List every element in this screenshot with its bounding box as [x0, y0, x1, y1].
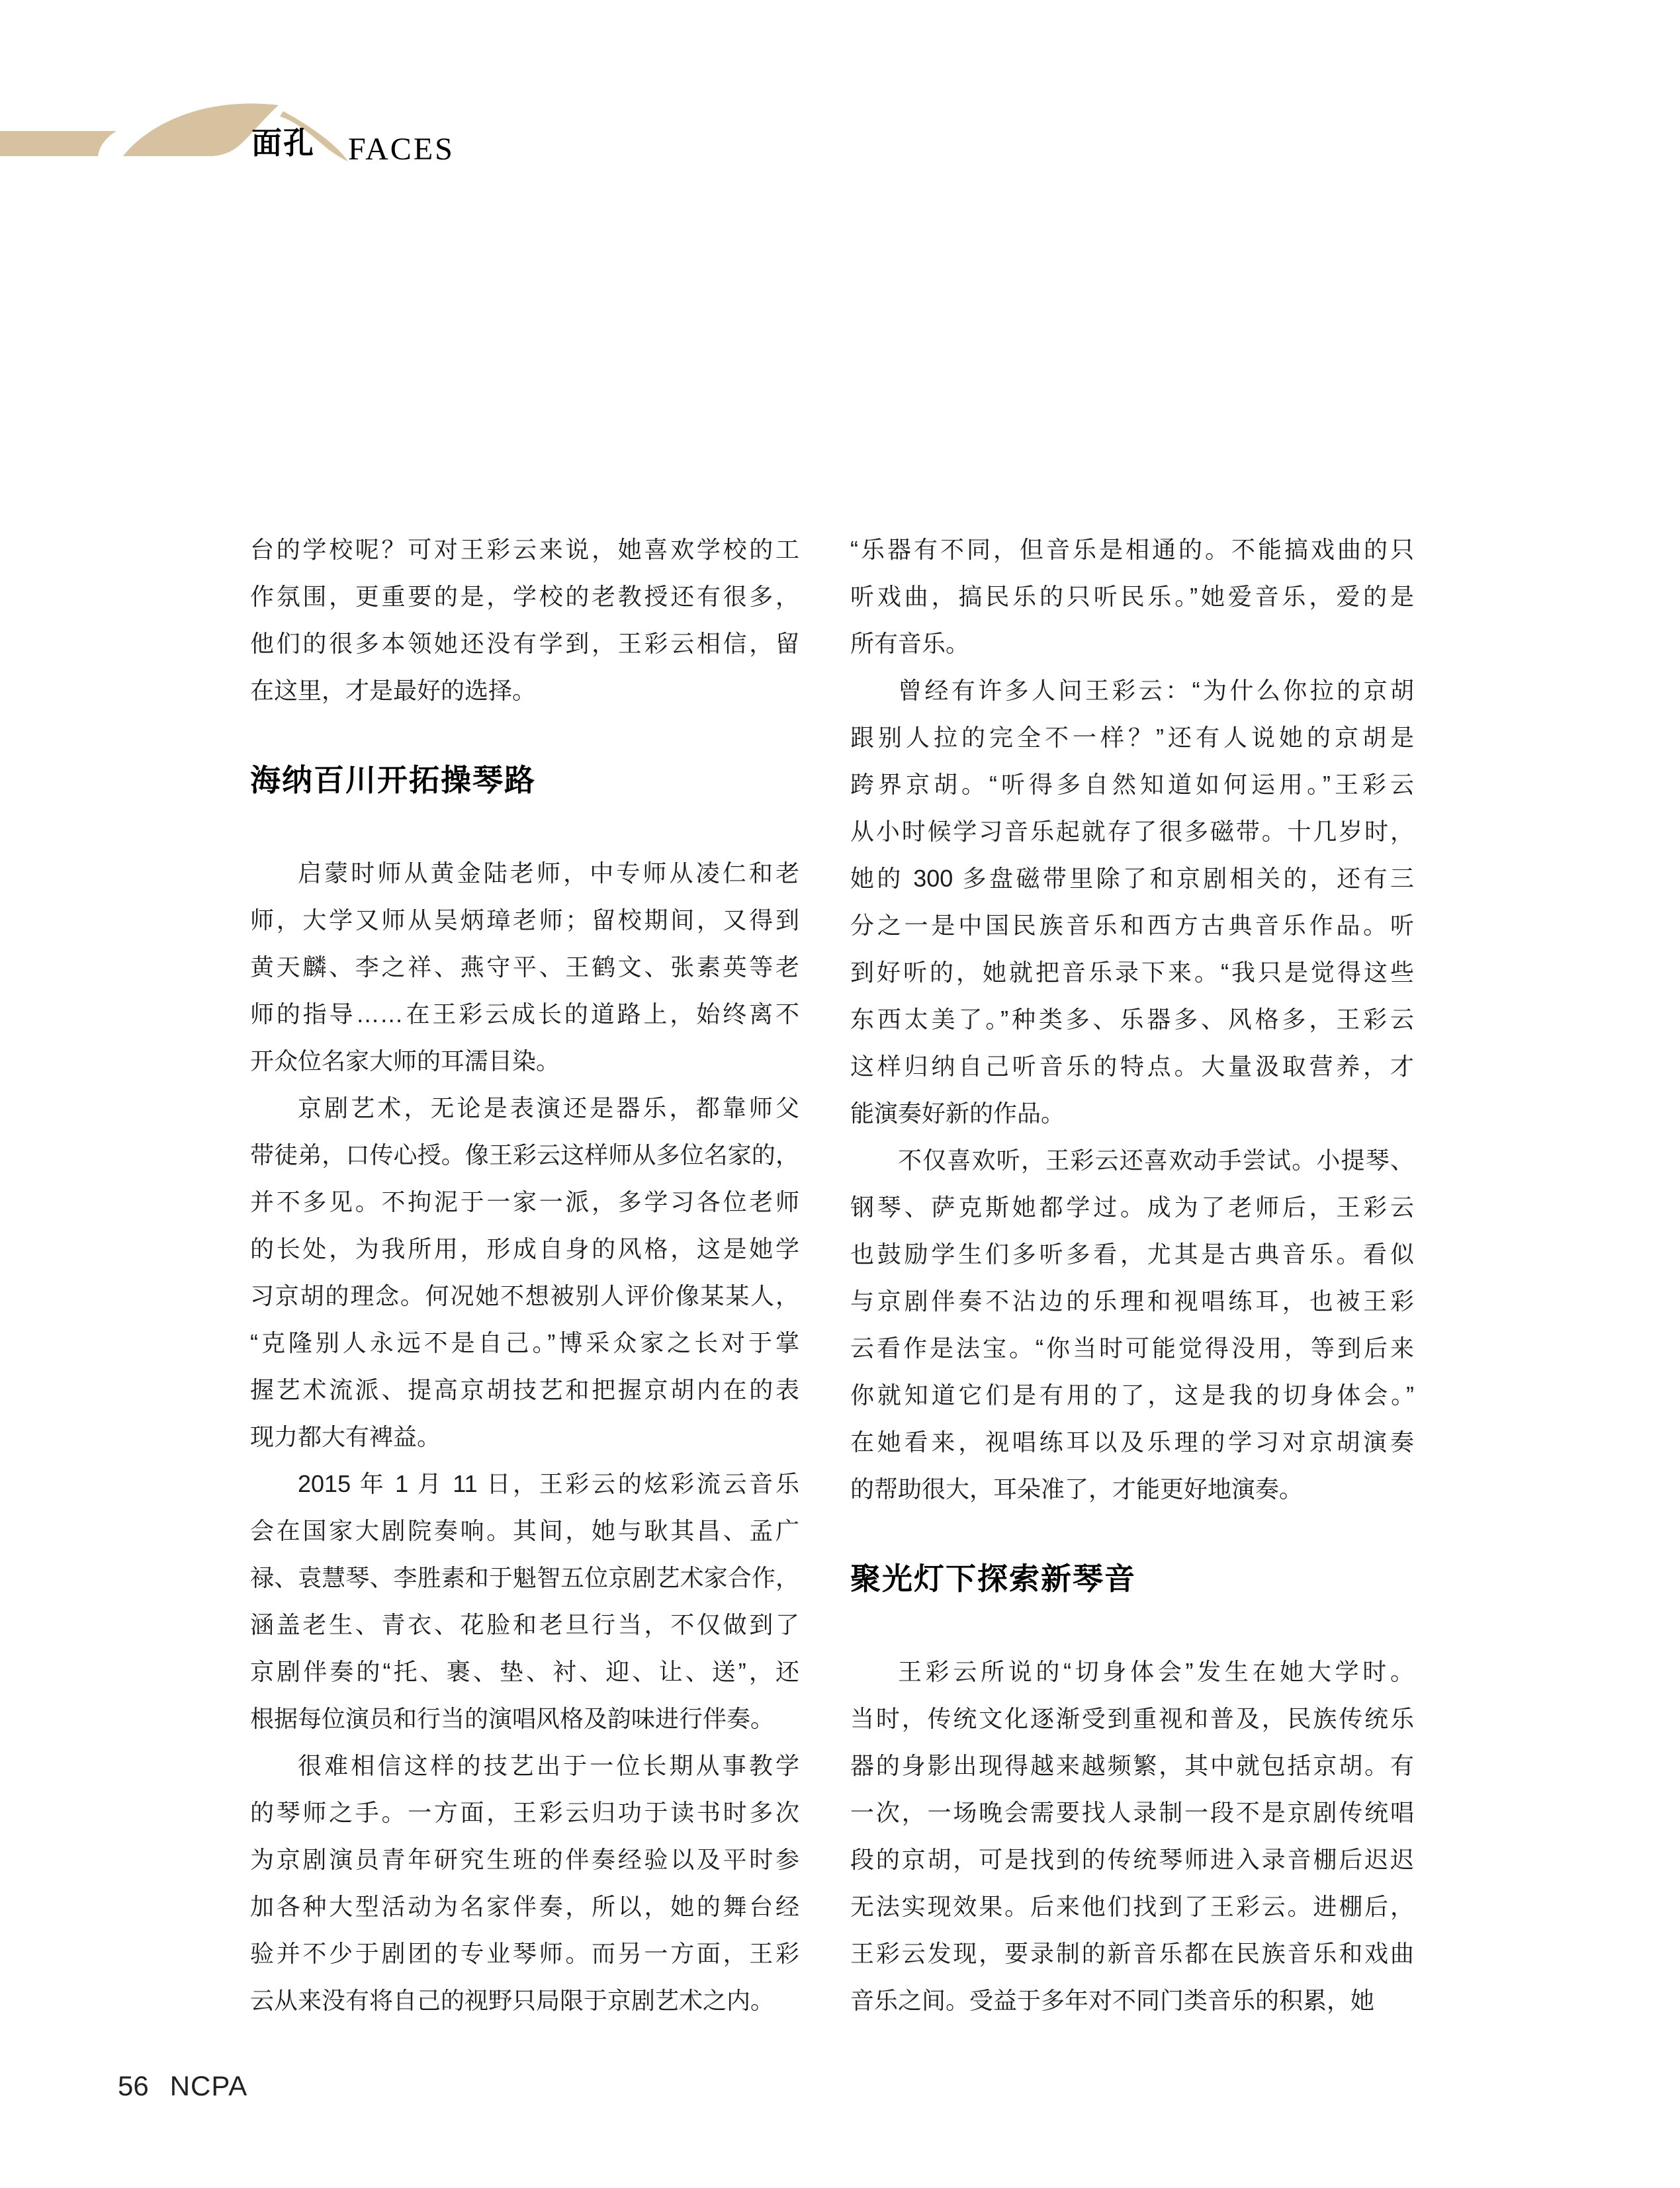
text-line: 涵盖老生、青衣、花脸和老旦行当，不仅做到了	[250, 1611, 799, 1638]
text-line: 带徒弟，口传心授。像王彩云这样师从多位名家的，	[250, 1141, 799, 1168]
text-line: 在她看来，视唱练耳以及乐理的学习对京胡演奏	[850, 1428, 1414, 1456]
text-line: 曾经有许多人问王彩云：“为什么你拉的京胡	[898, 677, 1414, 704]
paragraph	[250, 1460, 799, 1742]
text-line: 很难相信这样的技艺出于一位长期从事教学	[298, 1752, 799, 1779]
text-line: 所有音乐。	[850, 630, 970, 657]
page-footer	[118, 2071, 247, 2101]
text-line: 从小时候学习音乐起就存了很多磁带。十几岁时，	[850, 818, 1414, 845]
page-number: 56	[118, 2070, 149, 2101]
text-line: 王彩云所说的“切身体会”发生在她大学时。	[898, 1658, 1414, 1685]
text-line: 一次，一场晚会需要找人录制一段不是京剧传统唱	[850, 1799, 1414, 1826]
text-line: 师，大学又师从吴炳璋老师；留校期间，又得到	[250, 906, 799, 934]
text-line: 开众位名家大师的耳濡目染。	[250, 1047, 560, 1074]
paragraph	[250, 526, 799, 714]
text-line: 跨界京胡。“听得多自然知道如何运用。”王彩云	[850, 771, 1414, 798]
text-line: 台的学校呢？可对王彩云来说，她喜欢学校的工	[250, 536, 799, 563]
text-line: 2015 年 1 月 11 日，王彩云的炫彩流云音乐	[298, 1470, 799, 1497]
section-title-zh: 面孔	[251, 126, 315, 160]
text-line: 会在国家大剧院奏响。其间，她与耿其昌、孟广	[250, 1517, 799, 1544]
text-line: 为京剧演员青年研究生班的伴奏经验以及平时参	[250, 1846, 799, 1873]
paragraph	[250, 850, 799, 1084]
text-line: 段的京胡，可是找到的传统琴师进入录音棚后迟迟	[850, 1846, 1414, 1873]
right-column	[850, 526, 1414, 2024]
paragraph	[250, 1084, 799, 1460]
text-line: 不仅喜欢听，王彩云还喜欢动手尝试。小提琴、	[898, 1147, 1414, 1174]
text-line: 习京胡的理念。何况她不想被别人评价像某某人，	[250, 1282, 799, 1309]
text-line: “乐器有不同，但音乐是相通的。不能搞戏曲的只	[850, 536, 1414, 563]
text-line: 能演奏好新的作品。	[850, 1100, 1065, 1127]
text-line: “克隆别人永远不是自己。”博采众家之长对于掌	[250, 1329, 799, 1356]
brand: NCPA	[169, 2070, 248, 2101]
text-line: 云看作是法宝。“你当时可能觉得没用，等到后来	[850, 1335, 1414, 1362]
text-line: 也鼓励学生们多听多看，尤其是古典音乐。看似	[850, 1241, 1414, 1268]
text-line: 这样归纳自己听音乐的特点。大量汲取营养，才	[850, 1053, 1414, 1080]
text-line: 根据每位演员和行当的演唱风格及韵味进行伴奏。	[250, 1705, 775, 1732]
text-line: 听戏曲，搞民乐的只听民乐。”她爱音乐，爱的是	[850, 583, 1414, 610]
text-line: 她的 300 多盘磁带里除了和京剧相关的，还有三	[850, 865, 1414, 892]
text-line: 云从来没有将自己的视野只局限于京剧艺术之内。	[250, 1987, 775, 2014]
column-heading: 海纳百川开拓操琴路	[250, 763, 536, 797]
section-title-en: FACES	[348, 132, 455, 167]
text-line: 师的指导……在王彩云成长的道路上，始终离不	[250, 1000, 799, 1028]
text-line: 握艺术流派、提高京胡技艺和把握京胡内在的表	[250, 1376, 799, 1403]
text-line: 无法实现效果。后来他们找到了王彩云。进棚后，	[850, 1893, 1414, 1920]
text-line: 在这里，才是最好的选择。	[250, 677, 537, 704]
text-line: 京剧艺术，无论是表演还是器乐，都靠师父	[298, 1094, 799, 1121]
text-line: 验并不少于剧团的专业琴师。而另一方面，王彩	[250, 1940, 799, 1967]
text-line: 禄、袁慧琴、李胜素和于魁智五位京剧艺术家合作，	[250, 1564, 799, 1591]
text-line: 东西太美了。”种类多、乐器多、风格多，王彩云	[850, 1006, 1414, 1033]
text-line: 到好听的，她就把音乐录下来。“我只是觉得这些	[850, 959, 1414, 986]
text-line: 加各种大型活动为名家伴奏，所以，她的舞台经	[250, 1893, 799, 1920]
text-line: 并不多见。不拘泥于一家一派，多学习各位老师	[250, 1188, 799, 1215]
text-line: 的长处，为我所用，形成自身的风格，这是她学	[250, 1235, 799, 1262]
logo-bar-shape	[0, 131, 116, 156]
paragraph	[250, 1742, 799, 2024]
text-line: 启蒙时师从黄金陆老师，中专师从凌仁和老	[298, 859, 799, 887]
text-line: 器的身影出现得越来越频繁，其中就包括京胡。有	[850, 1752, 1414, 1779]
text-line: 的琴师之手。一方面，王彩云归功于读书时多次	[250, 1799, 799, 1826]
text-line: 现力都大有裨益。	[250, 1423, 441, 1450]
text-line: 与京剧伴奏不沾边的乐理和视唱练耳，也被王彩	[850, 1288, 1414, 1315]
paragraph	[850, 1137, 1414, 1512]
text-line: 你就知道它们是有用的了，这是我的切身体会。”	[850, 1381, 1414, 1409]
paragraph	[850, 526, 1414, 667]
paragraph	[850, 667, 1414, 1137]
left-column	[250, 526, 799, 2024]
text-line: 他们的很多本领她还没有学到，王彩云相信，留	[250, 630, 799, 657]
text-line: 当时，传统文化逐渐受到重视和普及，民族传统乐	[850, 1705, 1414, 1732]
text-line: 王彩云发现，要录制的新音乐都在民族音乐和戏曲	[850, 1940, 1414, 1967]
text-line: 音乐之间。受益于多年对不同门类音乐的积累，她	[850, 1987, 1375, 2014]
paragraph	[850, 1648, 1414, 2024]
text-line: 京剧伴奏的“托、裹、垫、衬、迎、让、送”，还	[250, 1658, 799, 1685]
text-line: 作氛围，更重要的是，学校的老教授还有很多，	[250, 583, 799, 610]
text-line: 钢琴、萨克斯她都学过。成为了老师后，王彩云	[850, 1194, 1414, 1221]
text-line: 黄天麟、李之祥、燕守平、王鹤文、张素英等老	[250, 953, 799, 981]
text-line: 跟别人拉的完全不一样？”还有人说她的京胡是	[850, 724, 1414, 751]
column-heading: 聚光灯下探索新琴音	[850, 1561, 1136, 1596]
text-line: 分之一是中国民族音乐和西方古典音乐作品。听	[850, 912, 1414, 939]
text-line: 的帮助很大，耳朵准了，才能更好地演奏。	[850, 1475, 1304, 1503]
